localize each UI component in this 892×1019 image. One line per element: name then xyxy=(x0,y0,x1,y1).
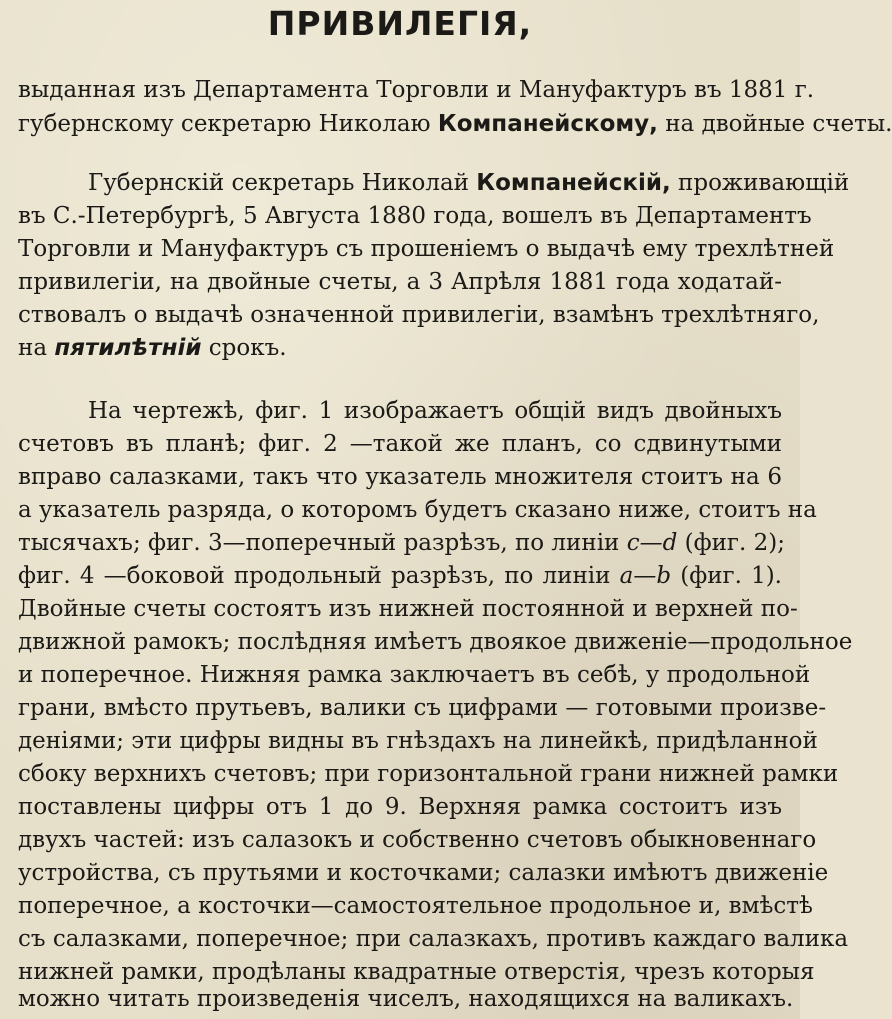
paragraph2-line-2: счетовъ въ планѣ; фиг. 2 —такой же планъ, со сдвинутыми xyxy=(18,431,782,457)
subtitle-text-after-name: на двойные счеты. xyxy=(657,111,892,137)
document-title: ПРИВИЛЕГІЯ, xyxy=(267,4,533,43)
recipient-name-dative: Компанейскому, xyxy=(437,111,658,137)
section-line-a-b: a—b xyxy=(619,563,672,589)
paragraph2-line-13: поставлены цифры отъ 1 до 9. Верхняя рамка состоитъ изъ xyxy=(18,794,782,820)
paragraph2-line-8: движной рамокъ; послѣдняя имѣетъ двоякое движеніе—продольное xyxy=(18,629,853,655)
section-line-c-d: c—d xyxy=(626,530,678,556)
paragraph2-line-10: грани, вмѣсто прутьевъ, валики съ цифрами — готовыми произве- xyxy=(18,695,827,721)
subtitle-line-1: выданная изъ Департамента Торговли и Мануфактуръ въ 1881 г. xyxy=(18,77,815,103)
paragraph1-text-after-name: проживающій xyxy=(670,170,850,196)
term-five-year: пятилѣтній xyxy=(54,335,202,361)
paragraph1-line-3: Торговли и Мануфактуръ съ прошеніемъ о выдачѣ ему трехлѣтней xyxy=(18,236,835,262)
paragraph1-line-4: привилегіи, на двойные счеты, а 3 Апрѣля 1881 года ходатай- xyxy=(18,269,782,295)
subtitle-text-before-name: губернскому секретарю Николаю xyxy=(18,111,438,137)
paragraph2-line-7: Двойные счеты состоятъ изъ нижней постоянной и верхней по- xyxy=(18,596,798,622)
paragraph2-line-6-post: (фиг. 1). xyxy=(671,563,782,589)
paragraph1-line-6 xyxy=(18,331,782,365)
paragraph2-line-11: деніями; эти цифры видны въ гнѣздахъ на линейкѣ, придѣланной xyxy=(18,728,818,754)
paragraph1-line-1 xyxy=(88,166,850,200)
recipient-name: Компанейскій, xyxy=(476,170,671,196)
paragraph2-line-5-post: (фиг. 2); xyxy=(677,530,785,556)
paragraph2-line-3: вправо салазками, такъ что указатель множителя стоитъ на 6 xyxy=(18,464,782,490)
paragraph2-line-19: можно читать произведенія чиселъ, находящихся на валикахъ. xyxy=(18,986,794,1012)
paragraph1-line-2: въ С.-Петербургѣ, 5 Августа 1880 года, вошелъ въ Департаментъ xyxy=(18,203,812,229)
paragraph2-line-9: и поперечное. Нижняя рамка заключаетъ въ себѣ, у продольной xyxy=(18,662,811,688)
paragraph2-line-1: На чертежѣ, фиг. 1 изображаетъ общій видъ двойныхъ xyxy=(88,398,782,424)
paragraph1-line-6-pre: на xyxy=(18,335,55,361)
paragraph2-line-12: сбоку верхнихъ счетовъ; при горизонтальной грани нижней рамки xyxy=(18,761,839,787)
paragraph2-line-5 xyxy=(18,526,785,560)
paragraph2-line-14: двухъ частей: изъ салазокъ и собственно счетовъ обыкновеннаго xyxy=(18,827,817,853)
paragraph2-line-5-pre: тысячахъ; фиг. 3—поперечный разрѣзъ, по линіи xyxy=(18,530,627,556)
paragraph1-text-before-name: Губернскій секретарь Николай xyxy=(88,170,477,196)
paragraph2-line-4: а указатель разряда, о которомъ будетъ сказано ниже, стоитъ на xyxy=(18,497,817,523)
paragraph2-line-6 xyxy=(18,559,782,593)
paragraph2-line-18: нижней рамки, продѣланы квадратные отверстія, чрезъ которыя xyxy=(18,959,815,985)
paragraph1-line-6-post: срокъ. xyxy=(201,335,287,361)
paragraph2-line-17: съ салазками, поперечное; при салазкахъ, противъ каждаго валика xyxy=(18,926,849,952)
paragraph2-line-16: поперечное, а косточки—самостоятельное продольное и, вмѣстѣ xyxy=(18,893,813,919)
paragraph2-line-6-pre: фиг. 4 —боковой продольный разрѣзъ, по линіи xyxy=(18,563,620,589)
paragraph1-line-5: ствовалъ о выдачѣ означенной привилегіи, взамѣнъ трехлѣтняго, xyxy=(18,302,820,328)
paragraph2-line-15: устройства, съ прутьями и косточками; салазки имѣютъ движеніе xyxy=(18,860,829,886)
subtitle-line-2 xyxy=(18,107,892,141)
